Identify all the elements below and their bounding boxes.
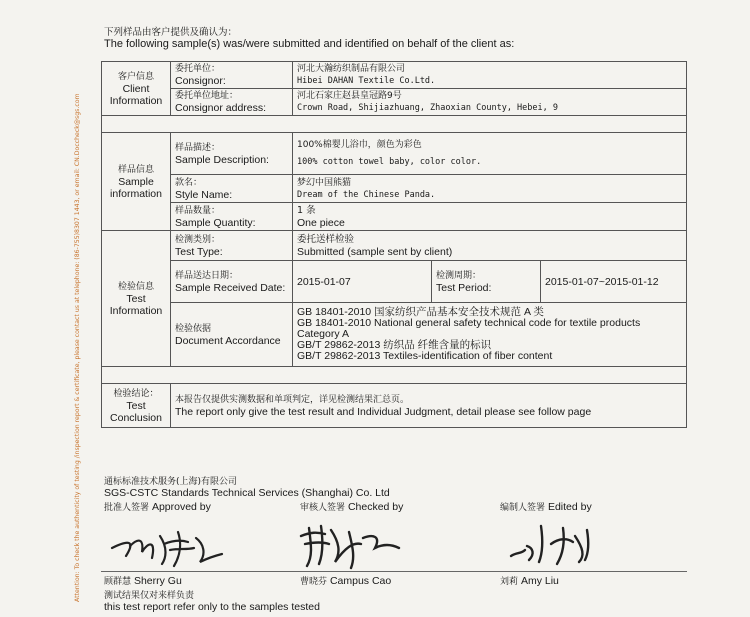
validity-note (104, 588, 320, 613)
doc-label-en: Document Accordance (175, 334, 281, 347)
intro-en: The following sample(s) was/were submitted and identified on behalf of the client as: (104, 38, 515, 50)
edited-cn: 编制人签署 (500, 503, 546, 513)
test-info-section (102, 231, 171, 367)
document-accordance-value (293, 303, 687, 367)
sample-qty-label (171, 203, 293, 231)
intro-text (104, 24, 514, 50)
doc-line: GB 18401-2010 国家纺织产品基本安全技术规范 A 类 (297, 306, 544, 318)
received-date-value: 2015-01-07 (293, 261, 432, 303)
spacer-row (102, 367, 687, 384)
test-period-label (432, 261, 541, 303)
approver-cn: 顾群慧 (104, 577, 132, 587)
style-name-label (171, 175, 293, 203)
sample-desc-value (293, 133, 687, 175)
test-section-cn: 检验信息 (117, 281, 154, 292)
desc-en: 100% cotton towel baby, color color. (297, 157, 482, 167)
authenticity-side-note: Attention: To check the authenticity of testing /inspection report & certificate, please contact us at telephone: (86-755)8307 1443, or email: CN.Doccheck@sgs.com (74, 93, 81, 602)
client-section-en: Client Information (109, 82, 163, 107)
conclusion-en: The report only give the test result and Individual Judgment, detail please see follow page (175, 405, 592, 418)
approver-name (104, 574, 182, 587)
checker-name (300, 574, 391, 587)
approver-en: Sherry Gu (133, 575, 182, 587)
doc-label-cn: 检验依据 (175, 323, 212, 334)
client-info-section (102, 62, 171, 116)
type-cn: 委托送样检验 (297, 233, 355, 245)
address-label-cn: 委托单位地址： (175, 91, 239, 101)
consignor-label-cn: 委托单位： (175, 64, 221, 74)
address-label-en: Consignor address: (175, 102, 267, 114)
checker-cn: 曹晓芬 (300, 577, 328, 587)
approved-cn: 批准人签署 (104, 503, 150, 513)
qty-en: One piece (297, 216, 345, 229)
period-label-en: Test Period: (436, 281, 492, 294)
editor-cn: 刘莉 (500, 577, 519, 587)
type-en: Submitted (sample sent by client) (297, 245, 453, 258)
qty-cn: 1 条 (297, 204, 316, 216)
approver-signature (108, 518, 228, 568)
conclusion-cn: 本报告仅提供实测数据和单项判定，详见检测结果汇总页。 (175, 394, 410, 405)
company-cn: 通标标准技术服务(上海)有限公司 (104, 477, 238, 487)
edited-en: Edited by (547, 501, 592, 513)
conclusion-section-en: Test Conclusion (110, 399, 162, 424)
conclusion-value (171, 384, 687, 428)
received-label-en: Sample Received Date: (175, 281, 286, 294)
sample-desc-label (171, 133, 293, 175)
style-en: Dream of the Chinese Panda. (297, 189, 436, 200)
edited-by-label (500, 500, 592, 513)
editor-en: Amy Liu (520, 575, 559, 587)
consignor-label-en: Consignor: (175, 75, 226, 87)
test-type-value (293, 231, 687, 261)
consignor-label (171, 62, 293, 89)
address-value (293, 89, 687, 116)
checked-by-label (300, 500, 403, 513)
checker-en: Campus Cao (329, 575, 392, 587)
qty-label-cn: 样品数量： (175, 205, 221, 216)
test-type-label (171, 231, 293, 261)
consignor-cn: 河北大瀚纺织制品有限公司 (297, 64, 406, 74)
report-table (101, 61, 687, 428)
sample-section-en: Sample information (110, 175, 162, 200)
received-date-label (171, 261, 293, 303)
address-cn: 河北石家庄赵县皇冠路9号 (297, 91, 402, 101)
doc-line: GB 18401-2010 National general safety technical code for textile products (297, 317, 641, 329)
company-en: SGS-CSTC Standards Technical Services (Shanghai) Co. Ltd (104, 487, 390, 499)
note-en: this test report refer only to the samples tested (104, 601, 320, 613)
approved-en: Approved by (151, 501, 211, 513)
style-name-value (293, 175, 687, 203)
desc-cn: 100%棉婴儿浴巾，颜色为彩色 (297, 140, 422, 150)
received-label-cn: 样品送达日期： (175, 270, 239, 281)
client-section-cn: 客户信息 (117, 71, 154, 82)
consignor-value (293, 62, 687, 89)
checker-signature (295, 514, 405, 570)
sample-section-cn: 样品信息 (117, 164, 154, 175)
address-label (171, 89, 293, 116)
editor-name (500, 574, 559, 587)
conclusion-section (102, 384, 171, 428)
note-cn: 测试结果仅对来样负责 (104, 591, 195, 601)
consignor-en: Hibei DAHAN Textile Co.Ltd. (297, 76, 436, 86)
doc-line: GB/T 29862-2013 纺织品 纤维含量的标识 (297, 339, 492, 351)
sample-info-section (102, 133, 171, 231)
qty-label-en: Sample Quantity: (175, 216, 256, 229)
test-period-value: 2015-01-07~2015-01-12 (541, 261, 687, 303)
editor-signature (505, 516, 605, 566)
type-label-cn: 检测类别： (175, 234, 221, 245)
spacer-row (102, 116, 687, 133)
style-label-cn: 款名： (175, 177, 203, 188)
doc-line: GB/T 29862-2013 Textiles-identification of fiber content (297, 350, 553, 362)
intro-cn: 下列样品由客户提供及确认为： (104, 27, 238, 38)
issuer-block (104, 474, 390, 499)
checked-cn: 审核人签署 (300, 503, 346, 513)
approved-by-label (104, 500, 211, 513)
checked-en: Checked by (347, 501, 404, 513)
test-section-en: Test Information (109, 292, 163, 317)
desc-label-en: Sample Description: (175, 153, 269, 166)
period-label-cn: 检测周期： (436, 270, 482, 281)
desc-label-cn: 样品描述： (175, 142, 221, 153)
address-en: Crown Road, Shijiazhuang, Zhaoxian County, Hebei, 9 (297, 103, 558, 113)
document-accordance-label (171, 303, 293, 367)
type-label-en: Test Type: (175, 245, 223, 258)
style-cn: 梦幻中国熊猫 (297, 177, 352, 188)
conclusion-section-cn: 检验结论： (113, 388, 159, 399)
doc-line: Category A (297, 328, 349, 340)
signature-rule (101, 571, 687, 572)
style-label-en: Style Name: (175, 188, 233, 201)
sample-qty-value (293, 203, 687, 231)
